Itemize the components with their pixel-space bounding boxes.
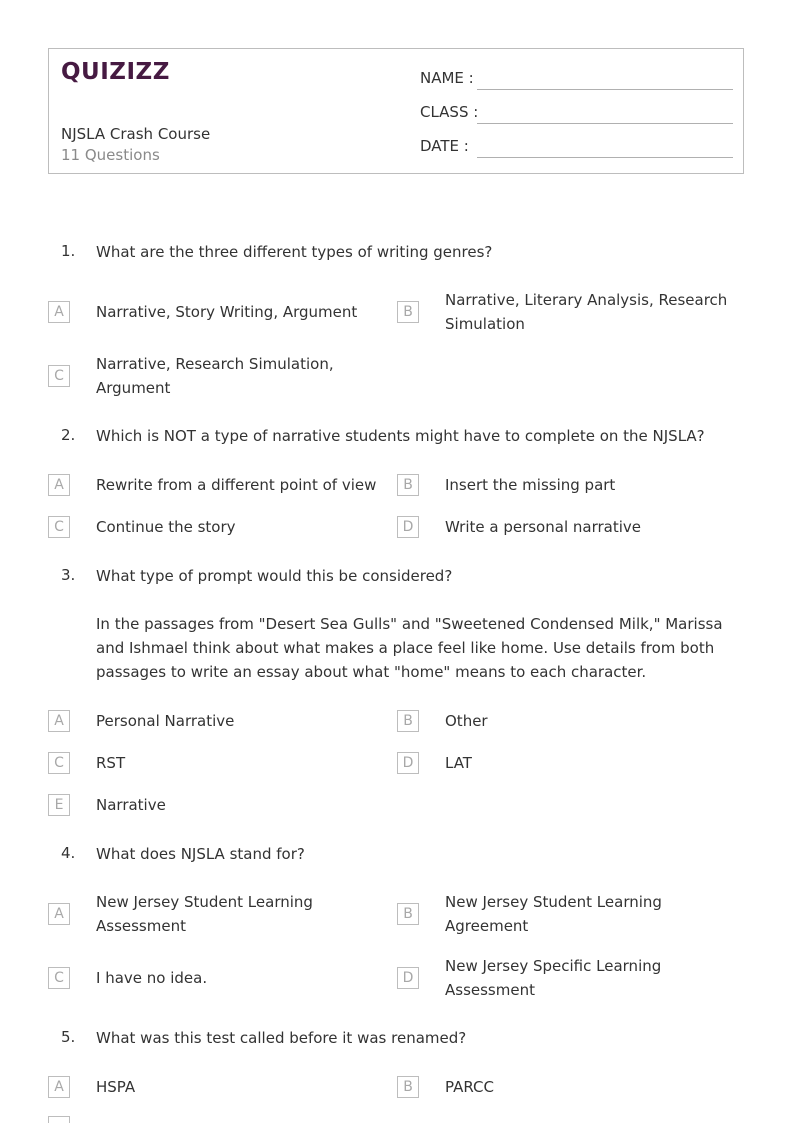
option-letter-box: B: [397, 1076, 419, 1098]
date-line[interactable]: [477, 157, 733, 158]
option-letter-box: E: [48, 794, 70, 816]
option-text: Continue the story: [96, 518, 236, 536]
option-text: Narrative, Research Simulation, Argument: [96, 355, 334, 397]
option-letter-box: A: [48, 903, 70, 925]
option-letter-box: C: [48, 516, 70, 538]
option-text: Rewrite from a different point of view: [96, 476, 377, 494]
option-text: Personal Narrative: [96, 712, 235, 730]
option-text: RST: [96, 754, 126, 772]
question-text: What was this test called before it was renamed?: [96, 1029, 467, 1047]
option-text: New Jersey Student Learning Agreement: [445, 893, 662, 935]
question-number: 2.: [61, 426, 76, 444]
option-letter-box: B: [397, 301, 419, 323]
option-letter-box: D: [397, 967, 419, 989]
option-letter-box: A: [48, 1076, 70, 1098]
question-text: What type of prompt would this be considered?: [96, 567, 453, 585]
question-text: What does NJSLA stand for?: [96, 845, 305, 863]
option-letter-box: B: [397, 474, 419, 496]
date-label: DATE :: [420, 137, 469, 155]
option-letter-box: C: [48, 365, 70, 387]
quizizz-logo: QUIZIZZ: [61, 59, 170, 85]
question-text: Which is NOT a type of narrative students might have to complete on the NJSLA?: [96, 427, 705, 445]
option-text: New Jersey Specific Learning Assessment: [445, 957, 662, 999]
worksheet-title: NJSLA Crash Course: [61, 125, 211, 143]
option-text: PARCC: [445, 1078, 494, 1096]
option-text: LAT: [445, 754, 472, 772]
option-letter-box: C: [48, 752, 70, 774]
option-text: Insert the missing part: [445, 476, 616, 494]
class-line[interactable]: [477, 123, 733, 124]
question-number: 3.: [61, 566, 76, 584]
name-line[interactable]: [477, 89, 733, 90]
option-text: Other: [445, 712, 488, 730]
option-text: I have no idea.: [96, 969, 208, 987]
option-letter-box: C: [48, 967, 70, 989]
option-letter-box: D: [397, 752, 419, 774]
option-letter-box: A: [48, 710, 70, 732]
option-letter-box: D: [397, 516, 419, 538]
question-number: 1.: [61, 242, 76, 260]
option-text: Write a personal narrative: [445, 518, 641, 536]
option-text: Narrative, Story Writing, Argument: [96, 303, 358, 321]
question-number: 4.: [61, 844, 76, 862]
question-passage: In the passages from "Desert Sea Gulls" and "Sweetened Condensed Milk," Marissa and Ishmael think about what makes a place feel like home. Use details from both passages to write an essay about what "home" means to each character.: [96, 615, 723, 681]
option-text: Narrative, Literary Analysis, Research Simulation: [445, 291, 728, 333]
worksheet-header: [48, 48, 744, 174]
option-letter-box-cut: [48, 1116, 70, 1123]
option-letter-box: A: [48, 474, 70, 496]
option-text: HSPA: [96, 1078, 136, 1096]
question-count: 11 Questions: [61, 146, 160, 164]
option-letter-box: B: [397, 710, 419, 732]
question-number: 5.: [61, 1028, 76, 1046]
name-label: NAME :: [420, 69, 474, 87]
class-label: CLASS :: [420, 103, 479, 121]
option-letter-box: A: [48, 301, 70, 323]
option-text: New Jersey Student Learning Assessment: [96, 893, 313, 935]
option-letter-box: B: [397, 903, 419, 925]
question-text: What are the three different types of writing genres?: [96, 243, 493, 261]
option-text: Narrative: [96, 796, 166, 814]
